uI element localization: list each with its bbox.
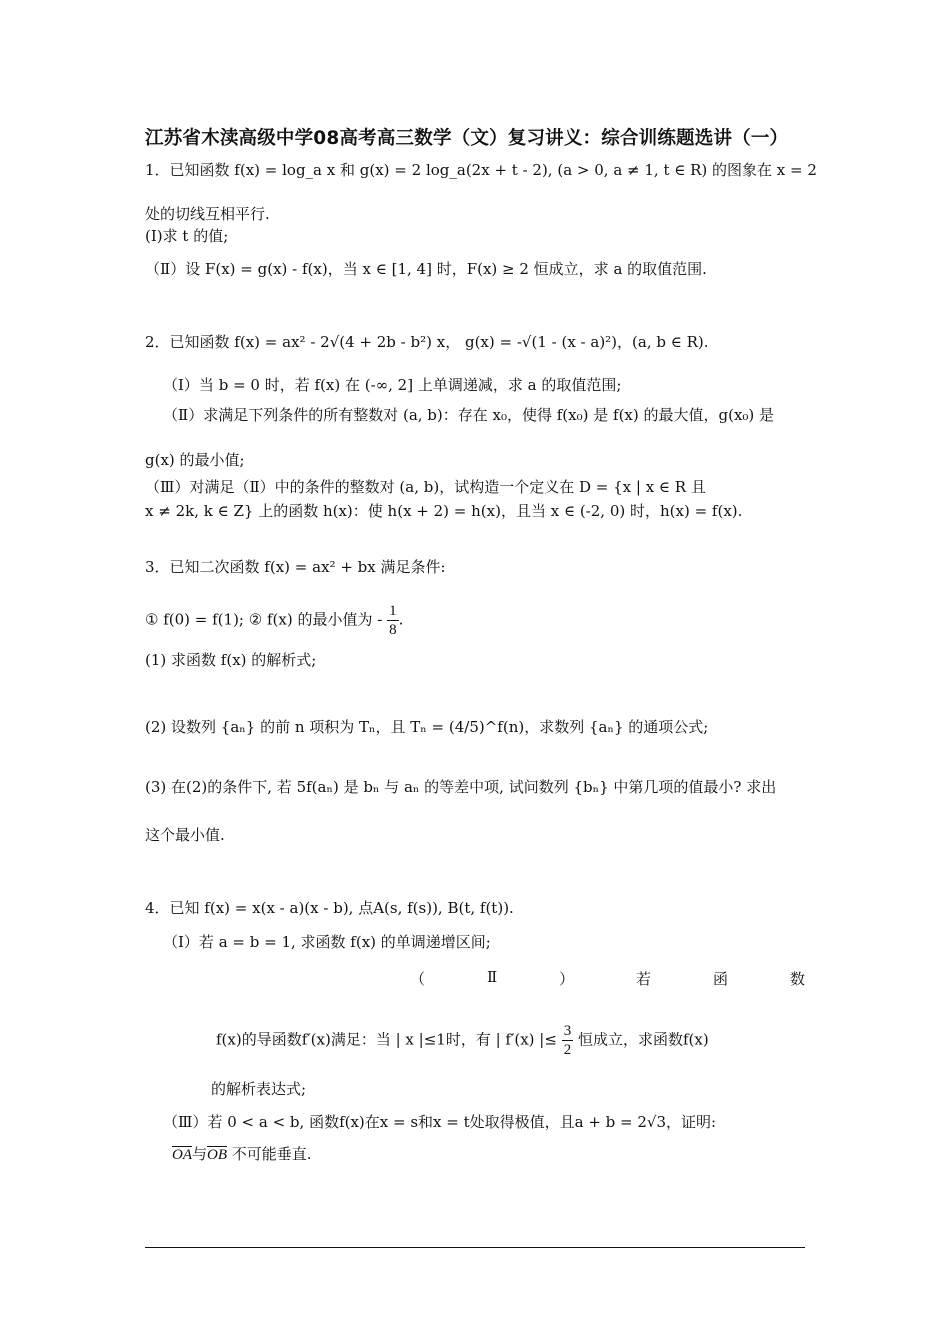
problem-3-part-1: (1) 求函数 f(x) 的解析式; <box>145 651 317 669</box>
spread-char: Ⅱ <box>486 968 498 986</box>
fraction-numerator: 1 <box>389 603 397 619</box>
conclusion-text: 不可能垂直. <box>227 1145 312 1163</box>
footer-divider <box>145 1247 805 1248</box>
problem-1-line-1: 1．已知函数 f(x) = log_a x 和 g(x) = 2 log_a(2x + t - 2), (a > 0, a ≠ 1, t ∈ R) 的图象在 x = 2 <box>145 161 817 179</box>
problem-4-part-1: （Ⅰ）若 a = b = 1, 求函数 f(x) 的单调递增区间; <box>163 933 491 951</box>
problem-4-part-2-end: 的解析表达式; <box>211 1080 307 1098</box>
problem-1-part-2: （Ⅱ）设 F(x) = g(x) - f(x)，当 x ∈ [1, 4] 时，F(x) ≥ 2 恒成立，求 a 的取值范围. <box>145 260 707 278</box>
spread-char: ） <box>559 970 575 988</box>
problem-4-line-1: 4．已知 f(x) = x(x - a)(x - b), 点A(s, f(s)), B(t, f(t)). <box>145 899 514 917</box>
spread-char: 数 <box>789 970 805 988</box>
condition-text-end: 恒成立，求函数f(x) <box>577 1030 709 1049</box>
period: . <box>398 610 404 629</box>
problem-2-part-2: （Ⅱ）求满足下列条件的所有整数对 (a, b)：存在 x₀，使得 f(x₀) 是 f(x) 的最大值，g(x₀) 是 <box>163 406 775 424</box>
problem-1-line-2: 处的切线互相平行. <box>145 205 270 223</box>
vector-ob: $\overline{OB}$ <box>207 1147 228 1163</box>
condition-text: f(x)的导函数f′(x)满足：当 | x |≤1时，有 | f′(x) |≤ <box>216 1030 557 1049</box>
fraction-denominator: 8 <box>389 622 397 638</box>
problem-4-part-3-end <box>172 1144 312 1165</box>
spread-char: 函 <box>713 970 729 988</box>
problem-4-part-2-heading <box>410 968 805 989</box>
problem-3-line-1: 3．已知二次函数 f(x) = ax² + bx 满足条件: <box>145 558 446 576</box>
problem-3-part-2: (2) 设数列 {aₙ} 的前 n 项积为 Tₙ，且 Tₙ = (4/5)^f(n)，求数列 {aₙ} 的通项公式; <box>145 718 709 736</box>
fraction-three-halves <box>562 1022 574 1059</box>
fraction-one-eighth <box>387 602 399 639</box>
problem-2-line-1: 2．已知函数 f(x) = ax² - 2√(4 + 2b - b²) x， g(x) = -√(1 - (x - a)²)，(a, b ∈ R). <box>145 333 709 351</box>
problem-2-part-3: （Ⅲ）对满足（Ⅱ）中的条件的整数对 (a, b)，试构造一个定义在 D = {x | x ∈ R 且 <box>145 478 706 496</box>
problem-4-part-2-condition <box>216 1022 709 1059</box>
problem-2-line-6: x ≠ 2k, k ∈ Z} 上的函数 h(x)：使 h(x + 2) = h(x)，且当 x ∈ (-2, 0) 时，h(x) = f(x). <box>145 502 743 520</box>
spread-char: 若 <box>636 970 652 988</box>
conjunction: 与 <box>192 1145 208 1163</box>
problem-3-line-6: 这个最小值. <box>145 826 225 844</box>
problem-4-part-3: （Ⅲ）若 0 < a < b, 函数f(x)在x = s和x = t处取得极值，且a + b = 2√3，证明: <box>163 1113 717 1131</box>
problem-3-part-3: (3) 在(2)的条件下, 若 5f(aₙ) 是 bₙ 与 aₙ 的等差中项, 试问数列 {bₙ} 中第几项的值最小? 求出 <box>145 778 777 796</box>
spread-char: （ <box>410 970 426 988</box>
page-title: 江苏省木渎高级中学08高考高三数学（文）复习讲义：综合训练题选讲（一） <box>145 128 789 149</box>
problem-3-conditions-text: ① f(0) = f(1); ② f(x) 的最小值为 - <box>145 610 383 629</box>
vector-oa: $\overline{OA}$ <box>172 1147 192 1163</box>
problem-1-part-1: (Ⅰ)求 t 的值; <box>145 227 229 245</box>
fraction-numerator: 3 <box>563 1023 572 1039</box>
problem-2-line-4: g(x) 的最小值; <box>145 451 245 469</box>
problem-2-part-1: （Ⅰ）当 b = 0 时，若 f(x) 在 (-∞, 2] 上单调递减，求 a 的取值范围; <box>163 376 622 394</box>
problem-3-conditions <box>145 602 403 639</box>
fraction-denominator: 2 <box>563 1042 572 1058</box>
